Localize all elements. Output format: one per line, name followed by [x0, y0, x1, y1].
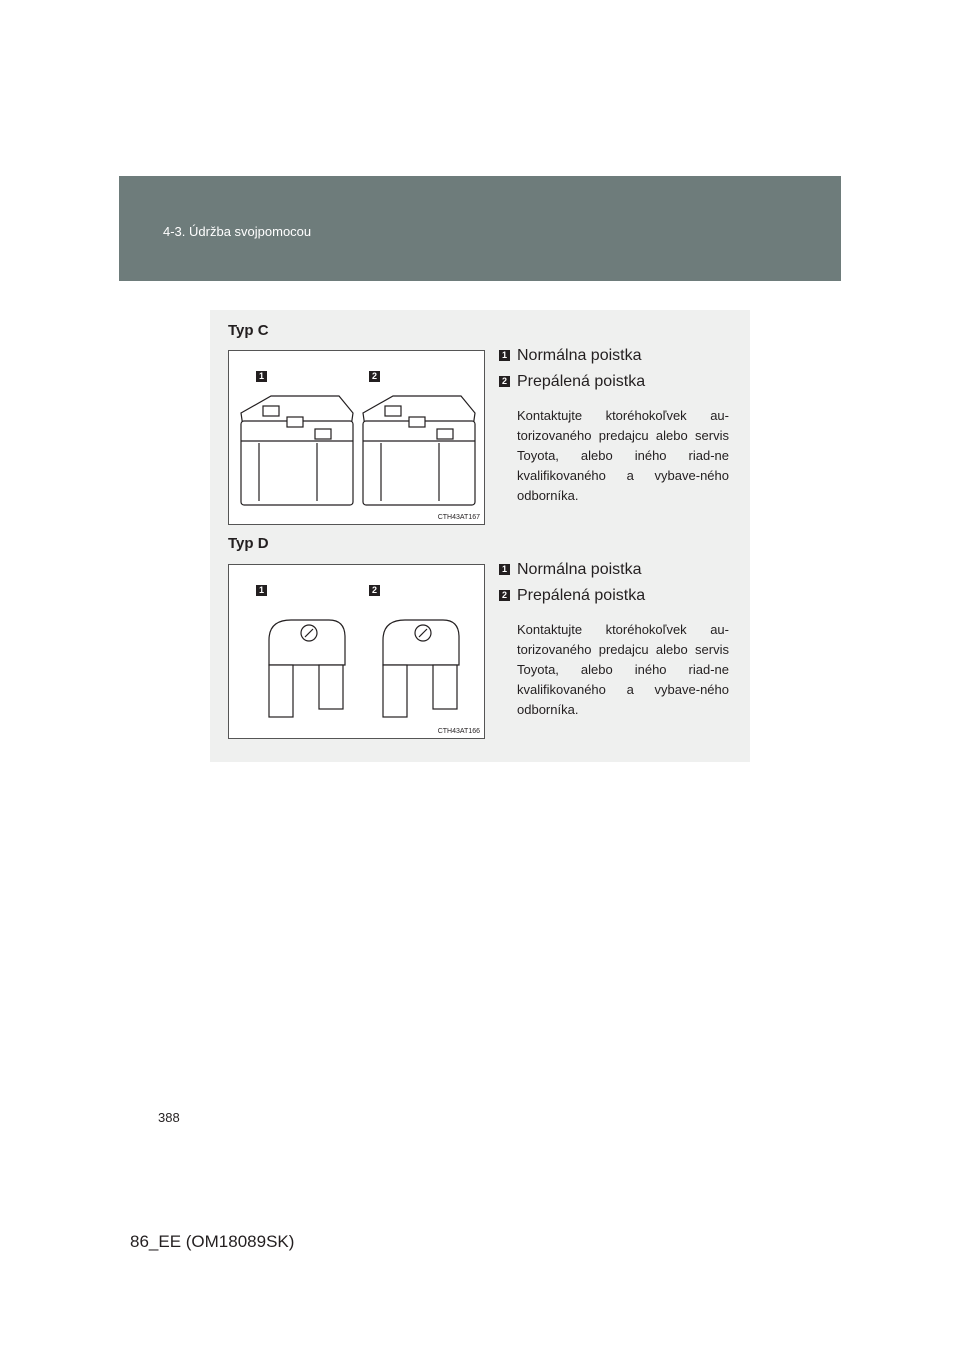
- legend-item-blown-fuse: [499, 372, 729, 398]
- legend-item-blown-fuse: [499, 586, 729, 612]
- legend-label: Normálna poistka: [517, 561, 642, 578]
- legend-label: Normálna poistka: [517, 347, 642, 364]
- badge-1: 1: [499, 564, 510, 575]
- legend-label: Prepálená poistka: [517, 373, 646, 390]
- cartridge-fuses-illustration: [229, 351, 484, 524]
- content-panel: [210, 310, 750, 762]
- section-type-d-title: Typ D: [228, 535, 269, 552]
- section-type-c-title: Typ C: [228, 322, 269, 339]
- section-header: [119, 176, 841, 281]
- figure-badge-1: 1: [256, 585, 267, 596]
- figure-badge-2: 2: [369, 585, 380, 596]
- figure-code: CTH43AT167: [437, 514, 480, 521]
- figure-badge-1: 1: [256, 371, 267, 382]
- legend-type-d: [499, 560, 729, 720]
- section-title: 4-3. Údržba svojpomocou: [163, 224, 312, 239]
- fuse-figure-type-d: [228, 564, 485, 739]
- note-text: Kontaktujte ktoréhokoľvek au-torizovaného predajcu alebo servis Toyota, alebo iného riad-ne kvalifikovaného a vybave-ného odborníka.: [517, 408, 729, 503]
- legend-type-c: [499, 346, 729, 506]
- blade-fuses-illustration: [229, 565, 484, 738]
- figure-code: CTH43AT166: [437, 728, 480, 735]
- note-text: Kontaktujte ktoréhokoľvek au-torizovaného predajcu alebo servis Toyota, alebo iného riad-ne kvalifikovaného a vybave-ného odborníka.: [517, 622, 729, 717]
- legend-item-normal-fuse: [499, 346, 729, 372]
- fuse-figure-type-c: [228, 350, 485, 525]
- page-number: 388: [158, 1110, 180, 1125]
- legend-label: Prepálená poistka: [517, 587, 646, 604]
- legend-item-normal-fuse: [499, 560, 729, 586]
- document-code: 86_EE (OM18089SK): [130, 1232, 295, 1251]
- figure-badge-2: 2: [369, 371, 380, 382]
- badge-2: 2: [499, 590, 510, 601]
- badge-2: 2: [499, 376, 510, 387]
- badge-1: 1: [499, 350, 510, 361]
